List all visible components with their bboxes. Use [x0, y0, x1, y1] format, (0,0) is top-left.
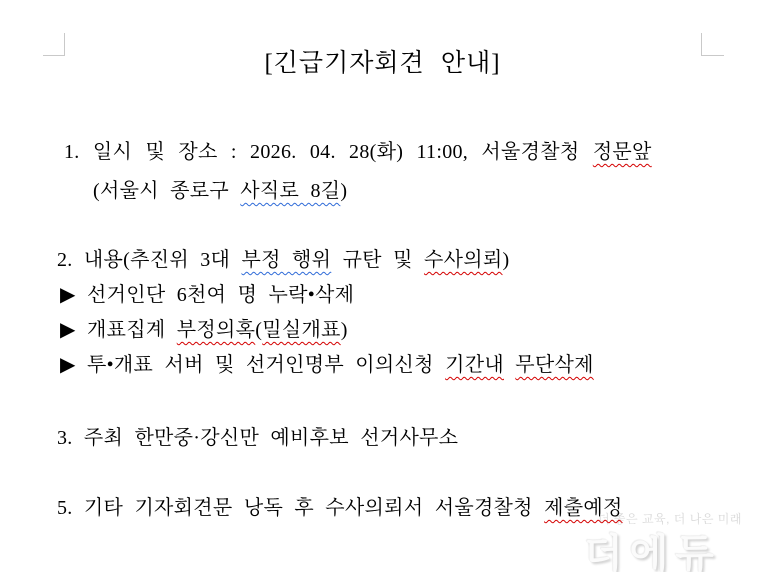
- spellcheck-flagged-text: 수사의뢰: [424, 249, 503, 271]
- item-5: [57, 497, 623, 520]
- bullet-item-2: [60, 319, 348, 342]
- spellcheck-flagged-text: 부정의혹: [176, 319, 256, 341]
- spellcheck-flagged-text: 무단삭제: [515, 354, 594, 376]
- text-segment: ▶ 투•개표 서버 및 선거인명부 이의신청: [60, 354, 446, 376]
- text-segment: 1. 일시 및 장소 : 2026. 04. 28(화) 11:00, 서울경찰청: [64, 141, 593, 163]
- text-segment: 3. 주최 한만중·강신만 예비후보 선거사무소: [57, 427, 459, 449]
- text-segment: ): [340, 319, 348, 341]
- spellcheck-flagged-text: 정문앞: [592, 141, 652, 163]
- text-segment: (: [255, 319, 263, 341]
- spellcheck-flagged-text: 밀실개표: [262, 319, 341, 341]
- text-segment: ▶ 선거인단 6천여 명 누락•삭제: [60, 284, 355, 306]
- bullet-item-1: [60, 284, 354, 307]
- spellcheck-flagged-text: 제출예정: [544, 497, 623, 519]
- text-segment: 규탄 및: [331, 249, 425, 271]
- item-1-line-2: [93, 180, 347, 203]
- text-segment: [504, 354, 515, 376]
- bullet-item-3: [60, 354, 594, 377]
- item-1-line-1: [64, 141, 652, 164]
- text-segment: ▶ 개표집계: [60, 319, 177, 341]
- text-segment: (서울시 종로구: [93, 180, 241, 202]
- watermark-tagline: 더 좋은 교육, 더 나은 미래: [598, 512, 742, 526]
- text-segment: 5. 기타 기자회견문 낭독 후 수사의뢰서 서울경찰청: [57, 497, 545, 519]
- document-title: [긴급기자회견 안내]: [264, 50, 501, 77]
- item-3: [57, 427, 458, 450]
- watermark-logo: 더에듀: [584, 532, 721, 572]
- item-2: [57, 249, 509, 272]
- text-segment: ): [502, 249, 510, 271]
- text-segment: 2. 내용(추진위 3대: [57, 249, 242, 271]
- text-segment: ): [340, 180, 348, 202]
- grammar-flagged-text: 사직로 8길: [240, 180, 341, 202]
- grammar-flagged-text: 부정 행위: [241, 249, 332, 271]
- spellcheck-flagged-text: 기간내: [445, 354, 504, 376]
